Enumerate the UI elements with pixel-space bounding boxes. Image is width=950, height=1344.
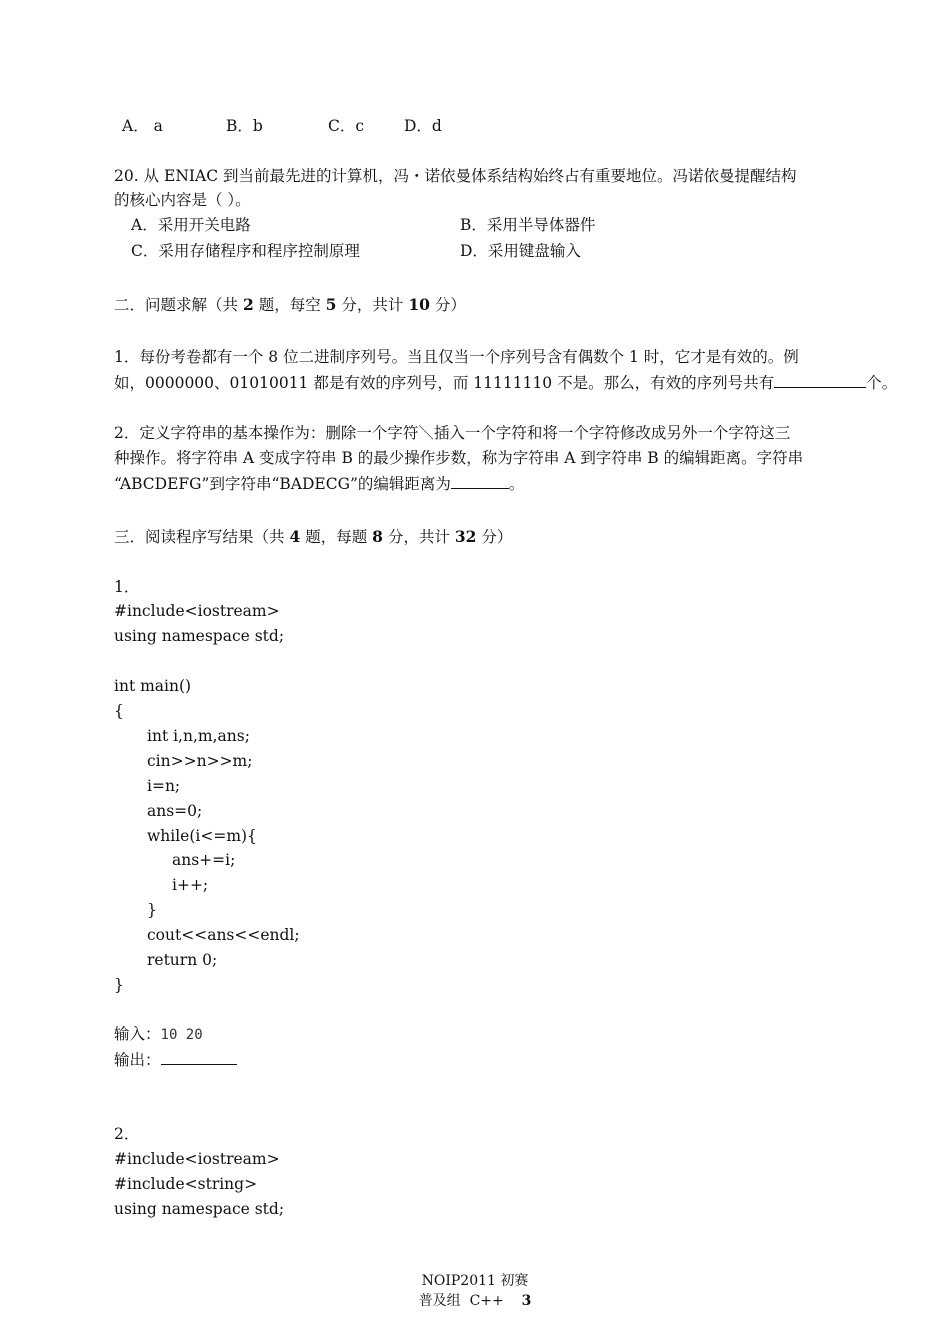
prog1-code-line: cin>>n>>m; (147, 752, 253, 770)
prog1-input (114, 1023, 203, 1046)
section3-prefix: 三．阅读程序写结果（共 (114, 528, 285, 546)
q19-option-b: B．b (226, 117, 263, 135)
prog2-code-line: #include<string> (114, 1175, 258, 1193)
prog1-code-line: i++; (172, 876, 209, 894)
prog1-output (114, 1048, 237, 1071)
prog1-code-line: return 0; (147, 951, 218, 969)
prog1-code-line: ans=0; (147, 802, 203, 820)
q19-option-d: D．d (404, 117, 442, 135)
prog1-code-line: #include<iostream> (114, 602, 280, 620)
prog1-code-line: i=n; (147, 777, 181, 795)
q20-option-a: A．采用开关电路 (131, 216, 251, 234)
prog1-code-line: int i,n,m,ans; (147, 727, 250, 745)
footer-group (0, 1292, 950, 1311)
prog1-code-line: } (147, 901, 157, 919)
prog1-input-label: 输入： (114, 1025, 161, 1043)
p1-answer-blank (774, 371, 866, 388)
section3-points-each: 8 (372, 527, 383, 546)
prog1-code-line: using namespace std; (114, 627, 285, 645)
prog1-code-line: int main() (114, 677, 192, 695)
q20-stem-line1: 20. 从 ENIAC 到当前最先进的计算机，冯・诺依曼体系结构始终占有重要地位。冯诺依曼提醒结构 (114, 167, 797, 185)
p2-line3-end: 。 (508, 475, 525, 493)
q20-option-c: C．采用存储程序和程序控制原理 (131, 242, 360, 260)
section2-prefix: 二．问题求解（共 (114, 296, 239, 314)
section3-points-total: 32 (454, 527, 477, 546)
p2-line1: 2．定义字符串的基本操作为：删除一个字符＼插入一个字符和将一个字符修改成另外一个字符这三 (114, 424, 791, 442)
prog2-code-line: #include<iostream> (114, 1150, 280, 1168)
p2-answer-blank (451, 472, 509, 489)
section3-mid2: 分，共计 (387, 528, 450, 546)
p1-line2 (114, 371, 897, 394)
section2-points-total: 10 (408, 295, 430, 314)
q19-option-c: C．c (328, 117, 365, 135)
section3-mid1: 题，每题 (305, 528, 368, 546)
section2-heading (114, 294, 466, 316)
q20-stem-line2: 的核心内容是（ ）。 (114, 191, 251, 209)
prog1-output-label: 输出： (114, 1051, 161, 1069)
section2-mid2: 分，共计 (341, 296, 404, 314)
p1-line2-text: 如，0000000、01010011 都是有效的序列号，而 11111110 不是。那么，有效的序列号共有 (114, 374, 775, 392)
prog1-code-line: { (114, 702, 124, 720)
prog1-code-line: ans+=i; (172, 851, 236, 869)
q19-option-a: A． a (122, 117, 163, 135)
section3-suffix: 分） (481, 528, 513, 546)
p1-line1: 1．每份考卷都有一个 8 位二进制序列号。当且仅当一个序列号含有偶数个 1 时，它才是有效的。例 (114, 348, 799, 366)
prog1-input-value: 10 20 (160, 1027, 203, 1043)
q20-option-b: B．采用半导体器件 (460, 216, 596, 234)
p2-line3-text: “ABCDEFG”到字符串“BADECG”的编辑距离为 (114, 475, 451, 493)
section2-mid1: 题，每空 (258, 296, 321, 314)
prog1-output-blank (161, 1048, 237, 1065)
p1-line2-end: 个。 (866, 374, 898, 392)
footer-group-label: 普及组 C++ (418, 1293, 522, 1309)
q20-option-d: D．采用键盘输入 (460, 242, 581, 260)
prog1-code-line: } (114, 976, 124, 994)
prog1-code-line: while(i<=m){ (147, 827, 257, 845)
prog2-number: 2． (114, 1125, 140, 1143)
section2-points-each: 5 (325, 295, 337, 314)
prog1-number: 1． (114, 578, 140, 596)
section3-count: 4 (289, 527, 301, 546)
prog1-code-line: cout<<ans<<endl; (147, 926, 300, 944)
section2-suffix: 分） (434, 296, 466, 314)
p2-line2: 种操作。将字符串 A 变成字符串 B 的最少操作步数，称为字符串 A 到字符串 B 的编辑距离。字符串 (114, 449, 804, 467)
footer-contest: NOIP2011 初赛 (421, 1273, 529, 1289)
p2-line3 (114, 472, 524, 495)
section2-count: 2 (242, 295, 254, 314)
section3-heading (114, 526, 512, 548)
prog2-code-line: using namespace std; (114, 1200, 285, 1218)
page-number: 3 (521, 1293, 532, 1309)
